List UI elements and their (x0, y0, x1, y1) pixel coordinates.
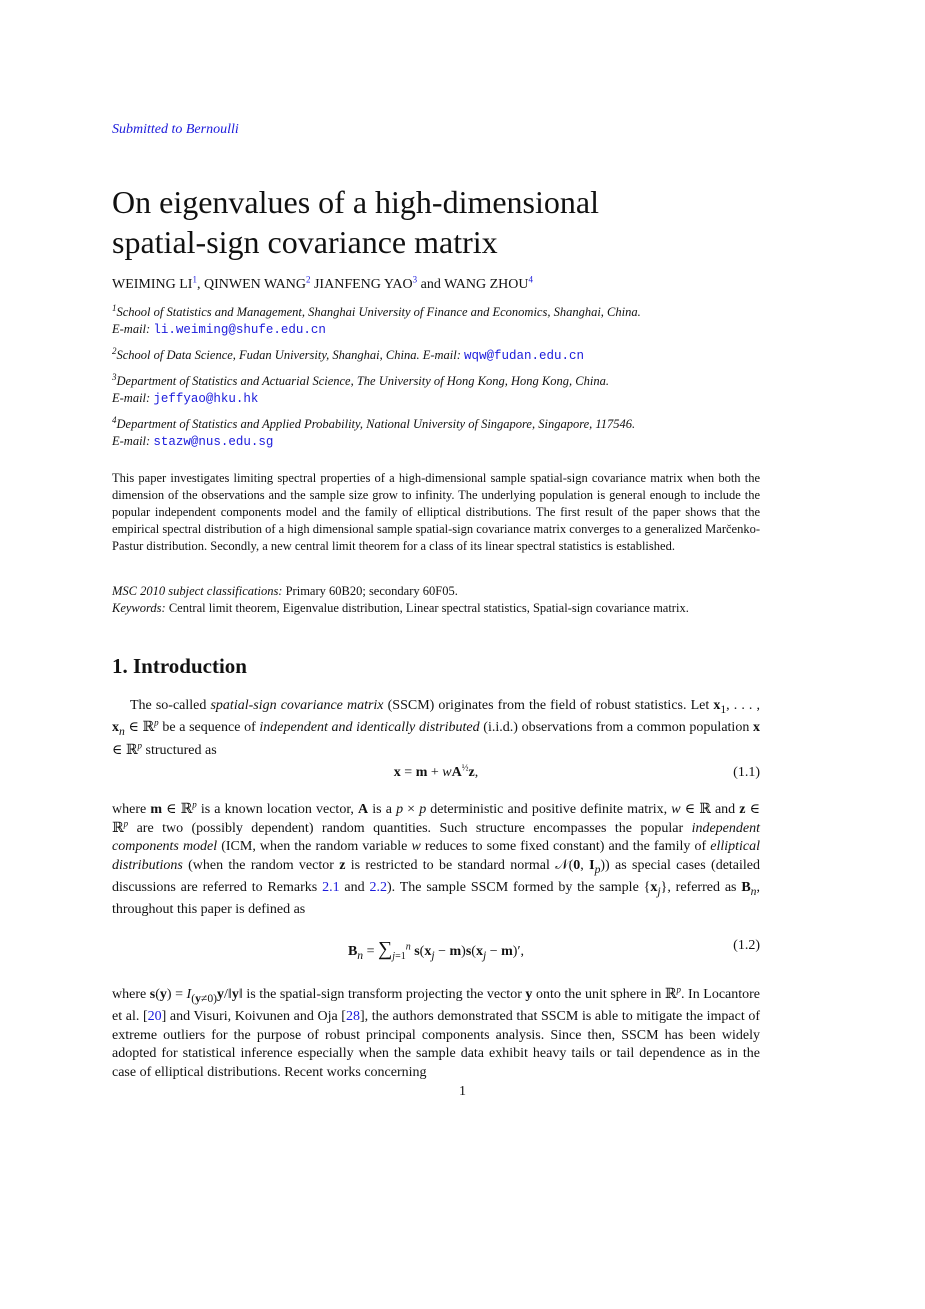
intro-paragraph-2: where m ∈ ℝ$^p$ is a known location vector, A is a p × p deterministic and positive definite matrix, w ∈ ℝ and z ∈ ℝ$^p$ are two (possibly dependent) random quantities. Such structure encompasses the popular independent components model (ICM, when the random variable w reduces to some fixed constant) and the family of elliptical distributions (when the random vector z is restricted to be standard normal 𝒩(0, $I_p$)) as special cases (detailed discussions are referred to Remarks 2.1 and 2.2). The sample SSCM formed by the sample $\{x_j\}$, referred as $B_n$, throughout this paper is defined as (112, 799, 761, 918)
affiliation-sup: 1 (112, 302, 117, 313)
author-sup[interactable]: 4 (528, 274, 533, 285)
affiliation-sup: 4 (112, 414, 117, 425)
affiliation-sup: 2 (112, 345, 117, 356)
equation-1-2 (112, 938, 760, 968)
classification-block (112, 583, 760, 617)
title-line-2: spatial-sign covariance matrix (112, 224, 498, 260)
email-link[interactable]: li.weiming@shufe.edu.cn (153, 323, 326, 337)
author-list (112, 276, 533, 294)
section-heading: 1. Introduction (112, 654, 247, 678)
equation-number: (1.1) (733, 765, 760, 780)
title-line-1: On eigenvalues of a high-dimensional (112, 184, 599, 220)
affiliation-4 (112, 416, 760, 451)
affiliation-sup: 3 (112, 371, 117, 382)
ref-link[interactable]: 20 (147, 1009, 162, 1025)
journal-header: Submitted to Bernoulli (112, 122, 239, 137)
keywords-text: Central limit theorem, Eigenvalue distribution, Linear spectral statistics, Spatial-sign covariance matrix. (165, 601, 689, 615)
author-sup[interactable]: 2 (305, 274, 311, 285)
affiliation-1 (112, 304, 760, 339)
msc-text: Primary 60B20; secondary 60F05. (282, 584, 458, 598)
email-link[interactable]: wqw@fudan.edu.cn (464, 349, 585, 363)
keywords-label: Keywords: (112, 601, 166, 615)
author-sup[interactable]: 3 (412, 274, 418, 285)
author-name: WEIMING LI (112, 277, 193, 292)
author-name: QINWEN WANG (203, 277, 306, 292)
intro-paragraph-3: where $s(y) = I_{(y\ne 0)}y/‖y‖$ is the spatial-sign transform projecting the vector y onto the unit sphere in ℝ$^p$. In Locantore et al. [20] and Visuri, Koivunen and Oja [28], the authors demonstrated that SSCM is able to mitigate the impact of extreme outliers for the purpose of robust principal components analysis. Since then, SSCM has been widely adopted for statistical inference especially when the sample data exhibit heavy tails or tail dependence as in the case of elliptical distributions. Recent works concerning (112, 984, 761, 1080)
author-name: WANG ZHOU (444, 277, 529, 292)
paper-title (112, 182, 760, 262)
affiliation-text: School of Data Science, Fudan University, Shanghai, China. (116, 348, 420, 362)
email-label: E-mail: (112, 434, 151, 448)
ref-link[interactable]: 2.1 (322, 879, 340, 895)
equation-1-1 (112, 762, 760, 795)
email-label: E-mail: (422, 348, 461, 362)
intro-paragraph-1: The so-called spatial-sign covariance matrix (SSCM) originates from the field of robust statistics. Let $x_1$, . . . , $x_n$ ∈ ℝ$^p$ be a sequence of independent and identically distributed (i.i.d.) observations from a common population x ∈ ℝ$^p$ structured as (112, 698, 761, 758)
abstract: This paper investigates limiting spectral properties of a high-dimensional sample spatial-sign covariance matrix when both the dimension of the observations and the sample size grow to infinity. The underlying population is general enough to include the popular independent components model and the family of elliptical distributions. The first result of the paper shows that the empirical spectral distribution of a high dimensional sample spatial-sign covariance matrix converges to a generalized Marčenko-Pastur distribution. Secondly, a new central limit theorem for a class of its linear spectral statistics is established. (112, 471, 760, 553)
ref-link[interactable]: 2.2 (369, 879, 387, 895)
author-sep: , (196, 277, 204, 292)
affiliation-2 (112, 347, 760, 365)
author-sep: and (417, 277, 445, 292)
email-link[interactable]: stazw@nus.edu.sg (153, 435, 274, 449)
affiliation-3 (112, 373, 760, 408)
msc-label: MSC 2010 subject classifications: (112, 584, 283, 598)
email-link[interactable]: jeffyao@hku.hk (153, 392, 259, 406)
affiliation-text: Department of Statistics and Actuarial Science, The University of Hong Kong, Hong Kong, China. (116, 374, 609, 388)
author-name: JIANFENG YAO (313, 277, 413, 292)
affiliation-text: School of Statistics and Management, Shanghai University of Finance and Economics, Shanghai, China. (116, 305, 641, 319)
page-number: 1 (459, 1084, 466, 1099)
email-label: E-mail: (112, 391, 151, 405)
author-sup[interactable]: 1 (192, 274, 197, 285)
equation-number: (1.2) (733, 938, 760, 953)
equation-body: $x = m + wA^{\frac{1}{2}}z$, (393, 762, 479, 780)
email-label: E-mail: (112, 322, 151, 336)
affiliation-text: Department of Statistics and Applied Probability, National University of Singapore, Singapore, 117546. (116, 417, 636, 431)
ref-link[interactable]: 28 (345, 1009, 360, 1025)
equation-body: $B_n = \sum_{j=1}^n$ $s(x_j - m)s(x_j - m)'$, (347, 938, 525, 962)
